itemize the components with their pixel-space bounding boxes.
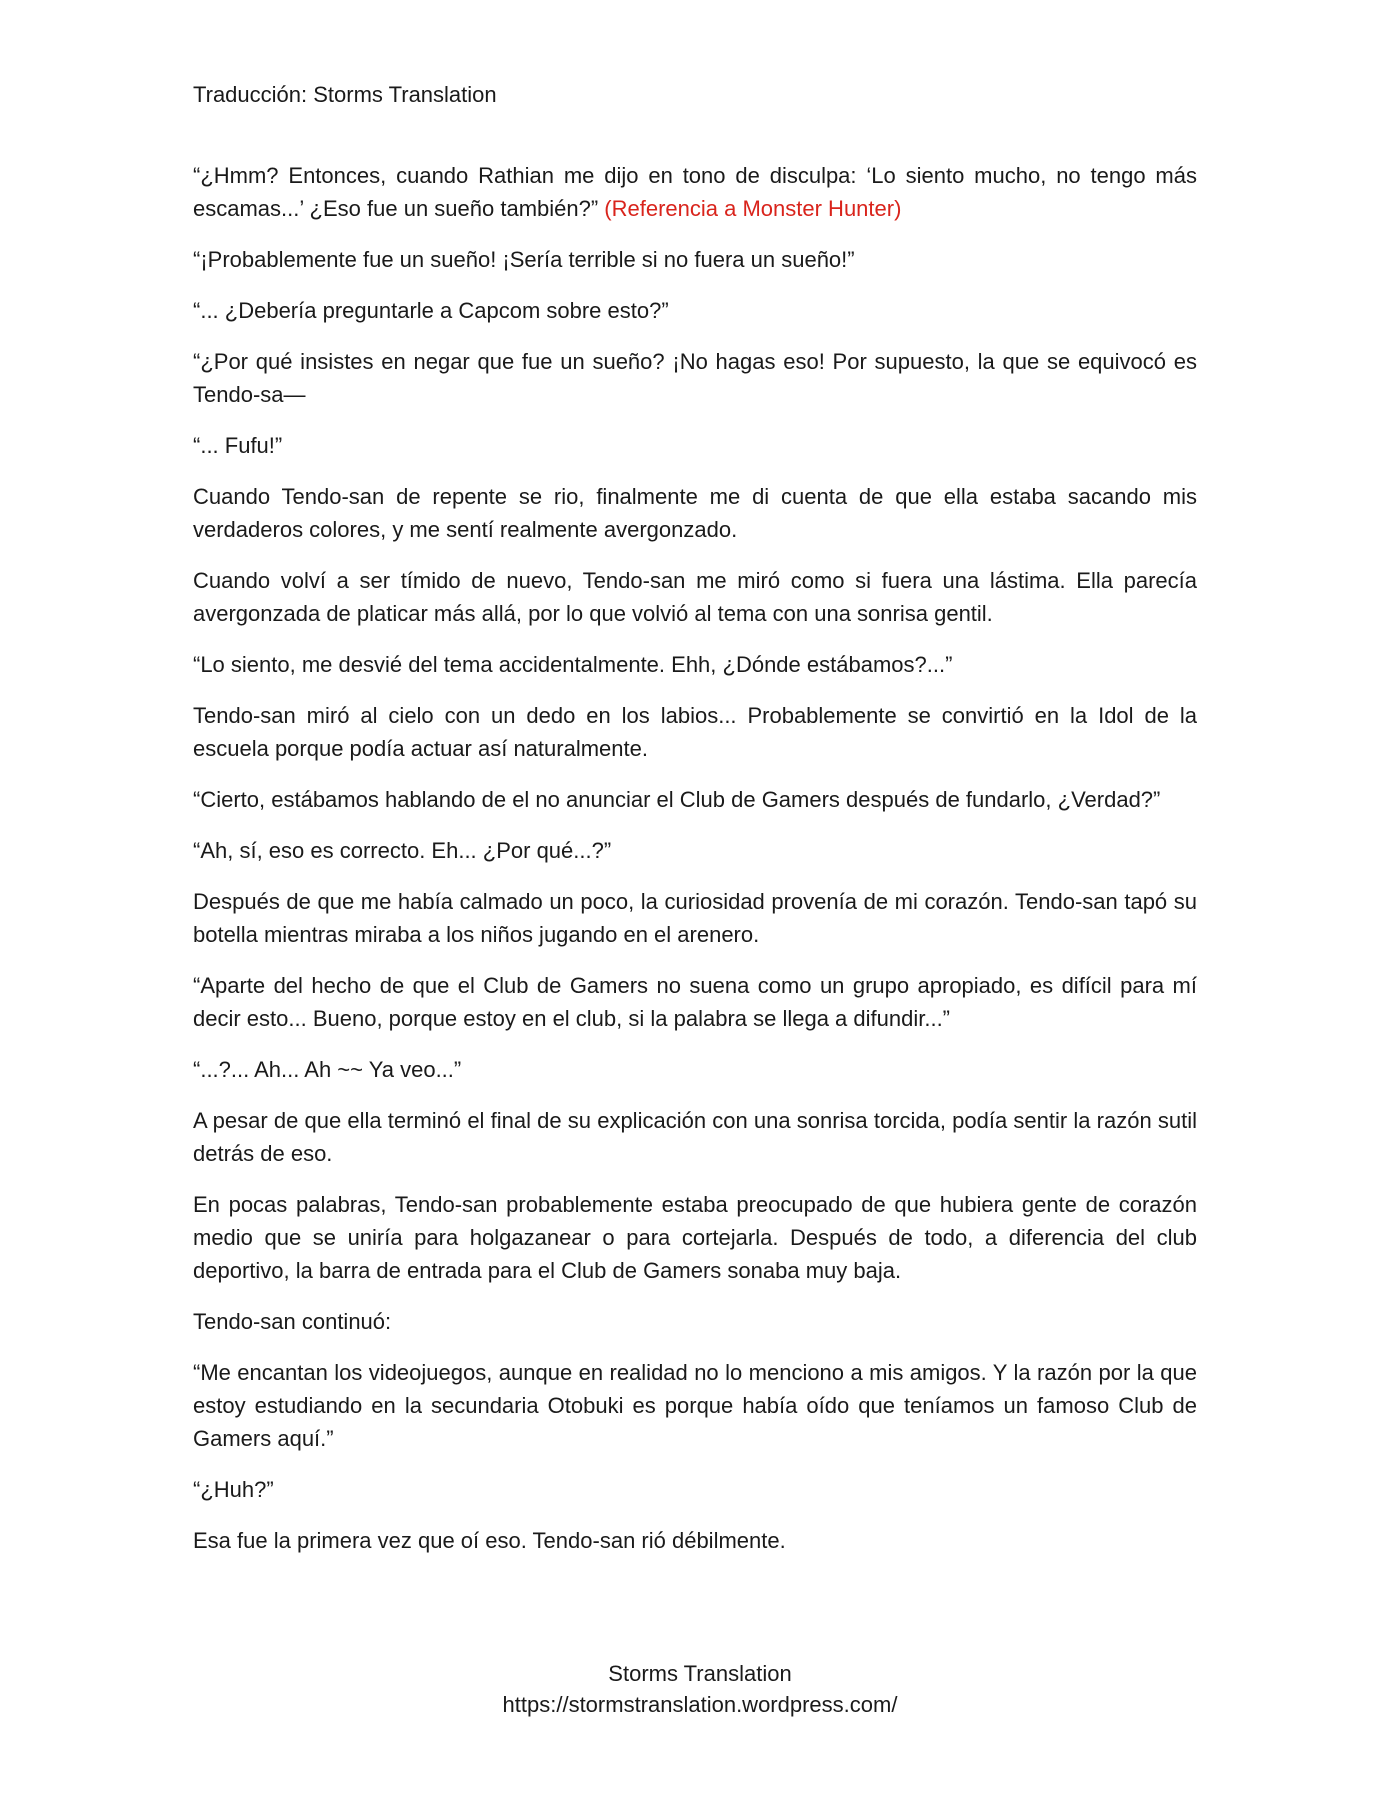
- paragraph: “Aparte del hecho de que el Club de Gamers no suena como un grupo apropiado, es difícil para mí decir esto... Bueno, porque estoy en el club, si la palabra se llega a difundir...”: [193, 973, 1197, 1031]
- paragraph: “¿Huh?”: [193, 1477, 274, 1502]
- paragraph: “Ah, sí, eso es correcto. Eh... ¿Por qué...?”: [193, 838, 612, 863]
- paragraph: “...?... Ah... Ah ~~ Ya veo...”: [193, 1057, 462, 1082]
- body-text: [193, 159, 1197, 1575]
- translation-credit: Traducción: Storms Translation: [193, 82, 497, 107]
- paragraph: A pesar de que ella terminó el final de su explicación con una sonrisa torcida, podía sentir la razón sutil detrás de eso.: [193, 1108, 1197, 1166]
- paragraph: “¡Probablemente fue un sueño! ¡Sería terrible si no fuera un sueño!”: [193, 247, 855, 272]
- paragraph: Cuando Tendo-san de repente se rio, finalmente me di cuenta de que ella estaba sacando mis verdaderos colores, y me sentí realmente avergonzado.: [193, 484, 1197, 542]
- paragraph-text: “¿Hmm? Entonces, cuando Rathian me dijo en tono de disculpa: ‘Lo siento mucho, no tengo más escamas...’ ¿Eso fue un sueño también?”: [193, 163, 1197, 221]
- paragraph: Tendo-san miró al cielo con un dedo en los labios... Probablemente se convirtió en la Idol de la escuela porque podía actuar así naturalmente.: [193, 703, 1197, 761]
- footer: [0, 1658, 1400, 1720]
- paragraph: En pocas palabras, Tendo-san probablemente estaba preocupado de que hubiera gente de corazón medio que se uniría para holgazanear o para cortejarla. Después de todo, a diferencia del club deportivo, la barra de entrada para el Club de Gamers sonaba muy baja.: [193, 1192, 1197, 1283]
- paragraph: “Cierto, estábamos hablando de el no anunciar el Club de Gamers después de fundarlo, ¿Verdad?”: [193, 787, 1161, 812]
- paragraph: [193, 159, 1197, 225]
- paragraph: “... ¿Debería preguntarle a Capcom sobre esto?”: [193, 298, 669, 323]
- paragraph: “¿Por qué insistes en negar que fue un sueño? ¡No hagas eso! Por supuesto, la que se equivocó es Tendo-sa—: [193, 349, 1197, 407]
- paragraph: Cuando volví a ser tímido de nuevo, Tendo-san me miró como si fuera una lástima. Ella parecía avergonzada de platicar más allá, por lo que volvió al tema con una sonrisa gentil.: [193, 568, 1197, 626]
- footer-url: https://stormstranslation.wordpress.com/: [502, 1692, 898, 1717]
- reference-note: (Referencia a Monster Hunter): [604, 196, 902, 221]
- paragraph: Después de que me había calmado un poco, la curiosidad provenía de mi corazón. Tendo-san tapó su botella mientras miraba a los niños jugando en el arenero.: [193, 889, 1197, 947]
- paragraph: Esa fue la primera vez que oí eso. Tendo-san rió débilmente.: [193, 1528, 786, 1553]
- paragraph: “... Fufu!”: [193, 433, 283, 458]
- footer-site-name: Storms Translation: [608, 1661, 792, 1686]
- paragraph: Tendo-san continuó:: [193, 1309, 392, 1334]
- paragraph: “Lo siento, me desvié del tema accidentalmente. Ehh, ¿Dónde estábamos?...”: [193, 652, 953, 677]
- paragraph: “Me encantan los videojuegos, aunque en realidad no lo menciono a mis amigos. Y la razón por la que estoy estudiando en la secundaria Otobuki es porque había oído que teníamos un famoso Club de Gamers aquí.”: [193, 1360, 1197, 1451]
